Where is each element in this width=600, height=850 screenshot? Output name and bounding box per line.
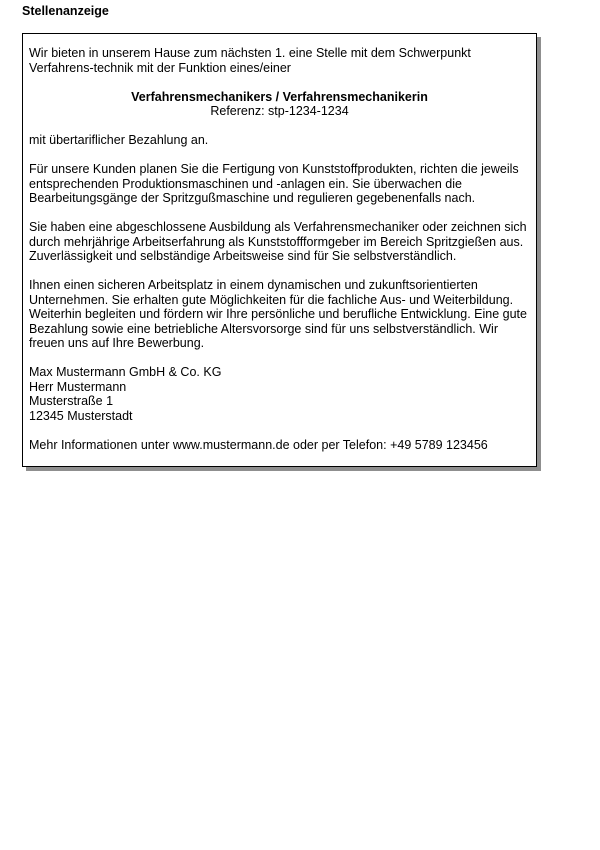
tasks-line: Für unsere Kunden planen Sie die Fertigung von Kunststoffprodukten, richten die jeweils [29, 162, 519, 176]
job-ad-box [22, 33, 537, 467]
page-title: Stellenanzeige [22, 4, 109, 18]
contact-info: Mehr Informationen unter www.mustermann.de oder per Telefon: +49 5789 123456 [29, 437, 488, 452]
contact-person: Herr Mustermann [29, 379, 127, 394]
intro-line: Verfahrens-technik mit der Funktion eines/einer [29, 60, 291, 75]
job-title: Verfahrensmechanikers / Verfahrensmechanikerin [131, 89, 428, 104]
salary-note: mit übertariflicher Bezahlung an. [29, 133, 209, 147]
offer-paragraph [29, 278, 530, 351]
address-block [29, 365, 530, 423]
offer-line: Unternehmen. Sie erhalten gute Möglichkeiten für die fachliche Aus- und Weiterbildung. [29, 292, 514, 307]
offer-line: Bezahlung sowie eine betriebliche Altersvorsorge sind für uns selbstverständlich. Wir [29, 321, 498, 336]
city-address: 12345 Musterstadt [29, 408, 133, 423]
requirements-line: Zuverlässigkeit und selbständige Arbeitsweise sind für Sie selbstverständlich. [29, 249, 457, 263]
offer-line: Ihnen einen sicheren Arbeitsplatz in einem dynamischen und zukunftsorientierten [29, 278, 478, 292]
job-reference: Referenz: stp-1234-1234 [210, 104, 349, 118]
requirements-line: durch mehrjährige Arbeitserfahrung als Kunststoffformgeber im Bereich Spritzgießen aus. [29, 234, 524, 249]
job-title-block [29, 90, 530, 119]
tasks-line: Bearbeitungsgänge der Spritzgußmaschine und regulieren gegebenenfalls nach. [29, 191, 476, 205]
requirements-paragraph [29, 220, 530, 264]
offer-line: Weiterhin begleiten und fördern wir Ihre persönliche und berufliche Entwicklung. Eine gute [29, 307, 527, 321]
company-name: Max Mustermann GmbH & Co. KG [29, 365, 222, 379]
tasks-line: entsprechenden Produktionsmaschinen und -anlagen ein. Sie überwachen die [29, 176, 462, 191]
intro-paragraph [29, 46, 530, 75]
tasks-paragraph [29, 162, 530, 206]
street-address: Musterstraße 1 [29, 394, 114, 408]
offer-line: freuen uns auf Ihre Bewerbung. [29, 336, 205, 350]
intro-line: Wir bieten in unserem Hause zum nächsten 1. eine Stelle mit dem Schwerpunkt [29, 46, 471, 60]
requirements-line: Sie haben eine abgeschlossene Ausbildung als Verfahrensmechaniker oder zeichnen sich [29, 220, 527, 234]
